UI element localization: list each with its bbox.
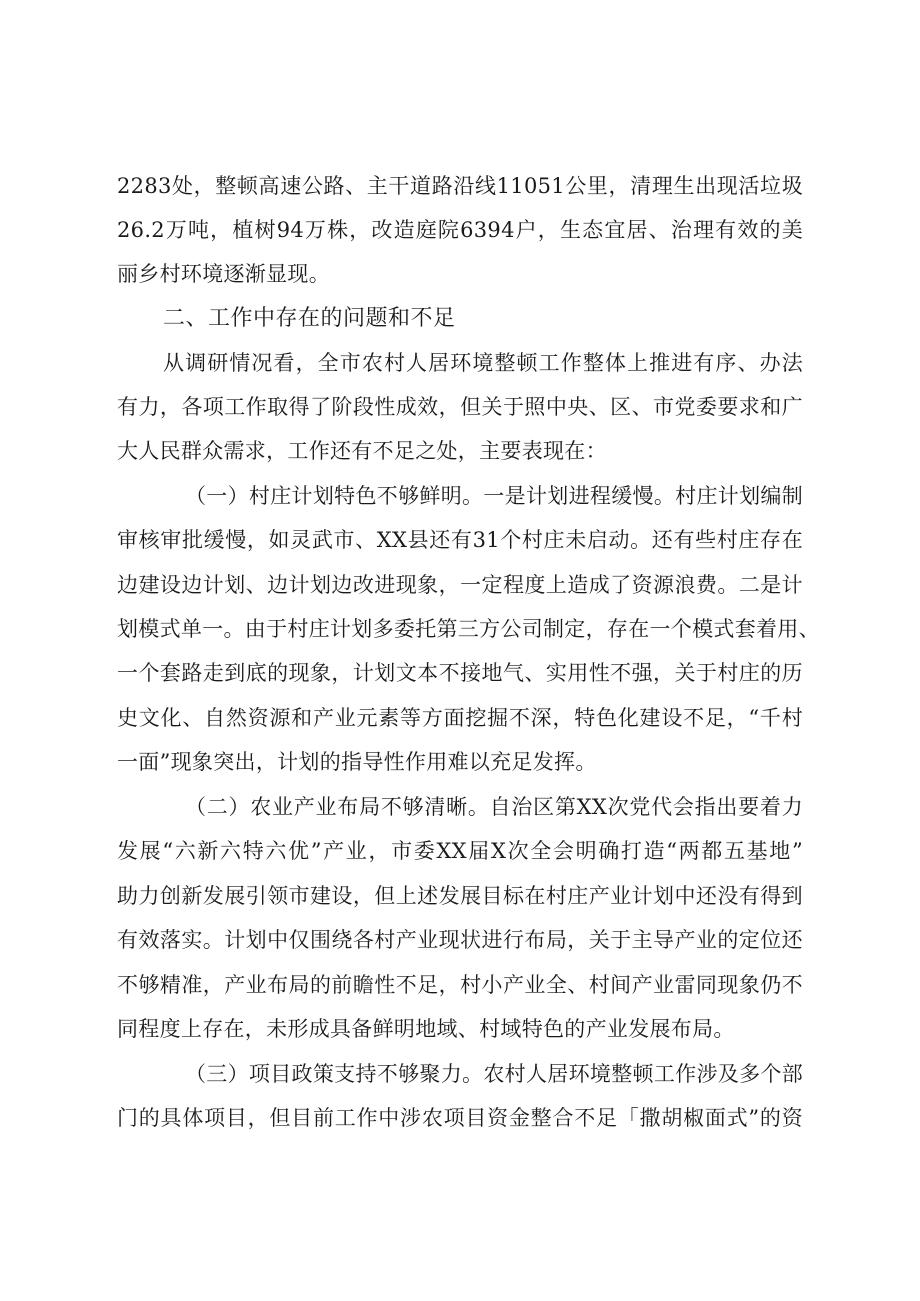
section-heading: 二、工作中存在的问题和不足 (163, 306, 456, 331)
para-one-line-3: 边建设边计划、边计划边改进现象，一定程度上造成了资源浪费。二是计 (117, 573, 803, 597)
para-two-line-6: 同程度上存在，未形成具备鲜明地域、村域特色的产业发展布局。 (117, 1017, 735, 1041)
para-one-line-2: 审核审批缓慢，如灵武市、XX县还有31个村庄未启动。还有些村庄存在 (117, 528, 803, 552)
para-one-line-5: 一个套路走到底的现象，计划文本不接地气、实用性不强，关于村庄的历 (117, 661, 803, 685)
para-two-line-1: （二）农业产业布局不够清晰。自治区第XX次党代会指出要着力 (185, 795, 803, 819)
overview-line-3: 大人民群众需求，工作还有不足之处，主要表现在： (117, 439, 607, 463)
para-one-line-7: 一面”现象突出，计划的指导性作用难以充足发挥。 (117, 750, 597, 774)
para-one-line-4: 划模式单一。由于村庄计划多委托第三方公司制定，存在一个模式套着用、 (117, 617, 820, 641)
para-one-line-6: 史文化、自然资源和产业元素等方面挖掘不深，特色化建设不足，“千村 (117, 706, 803, 730)
para-three-line-2: 门的具体项目，但目前工作中涉农项目资金整合不足「撒胡椒面式”的资 (117, 1106, 803, 1130)
intro-line-1: 2283处，整顿高速公路、主干道路沿线11051公里，清理生出现活垃圾 (117, 174, 803, 198)
intro-line-3: 丽乡村环境逐渐显现。 (117, 262, 330, 286)
overview-line-2: 有力，各项工作取得了阶段性成效，但关于照中央、区、市党委要求和广 (117, 395, 803, 419)
para-two-line-4: 有效落实。计划中仅围绕各村产业现状进行布局，关于主导产业的定位还 (117, 928, 803, 952)
overview-line-1: 从调研情况看，全市农村人居环境整顿工作整体上推进有序、办法 (163, 351, 803, 375)
para-one-line-1: （一）村庄计划特色不够鲜明。一是计划进程缓慢。村庄计划编制 (185, 484, 803, 508)
para-two-line-2: 发展“六新六特六优”产业，市委XX届X次全会明确打造“两都五基地” (117, 839, 803, 863)
intro-line-2: 26.2万吨，植树94万株，改造庭院6394户，生态宜居、治理有效的美 (117, 218, 803, 242)
para-three-line-1: （三）项目政策支持不够聚力。农村人居环境整顿工作涉及多个部 (185, 1062, 803, 1086)
para-two-line-5: 不够精准，产业布局的前瞻性不足，村小产业全、村间产业雷同现象仍不 (117, 973, 803, 997)
para-two-line-3: 助力创新发展引领市建设，但上述发展目标在村庄产业计划中还没有得到 (117, 884, 803, 908)
